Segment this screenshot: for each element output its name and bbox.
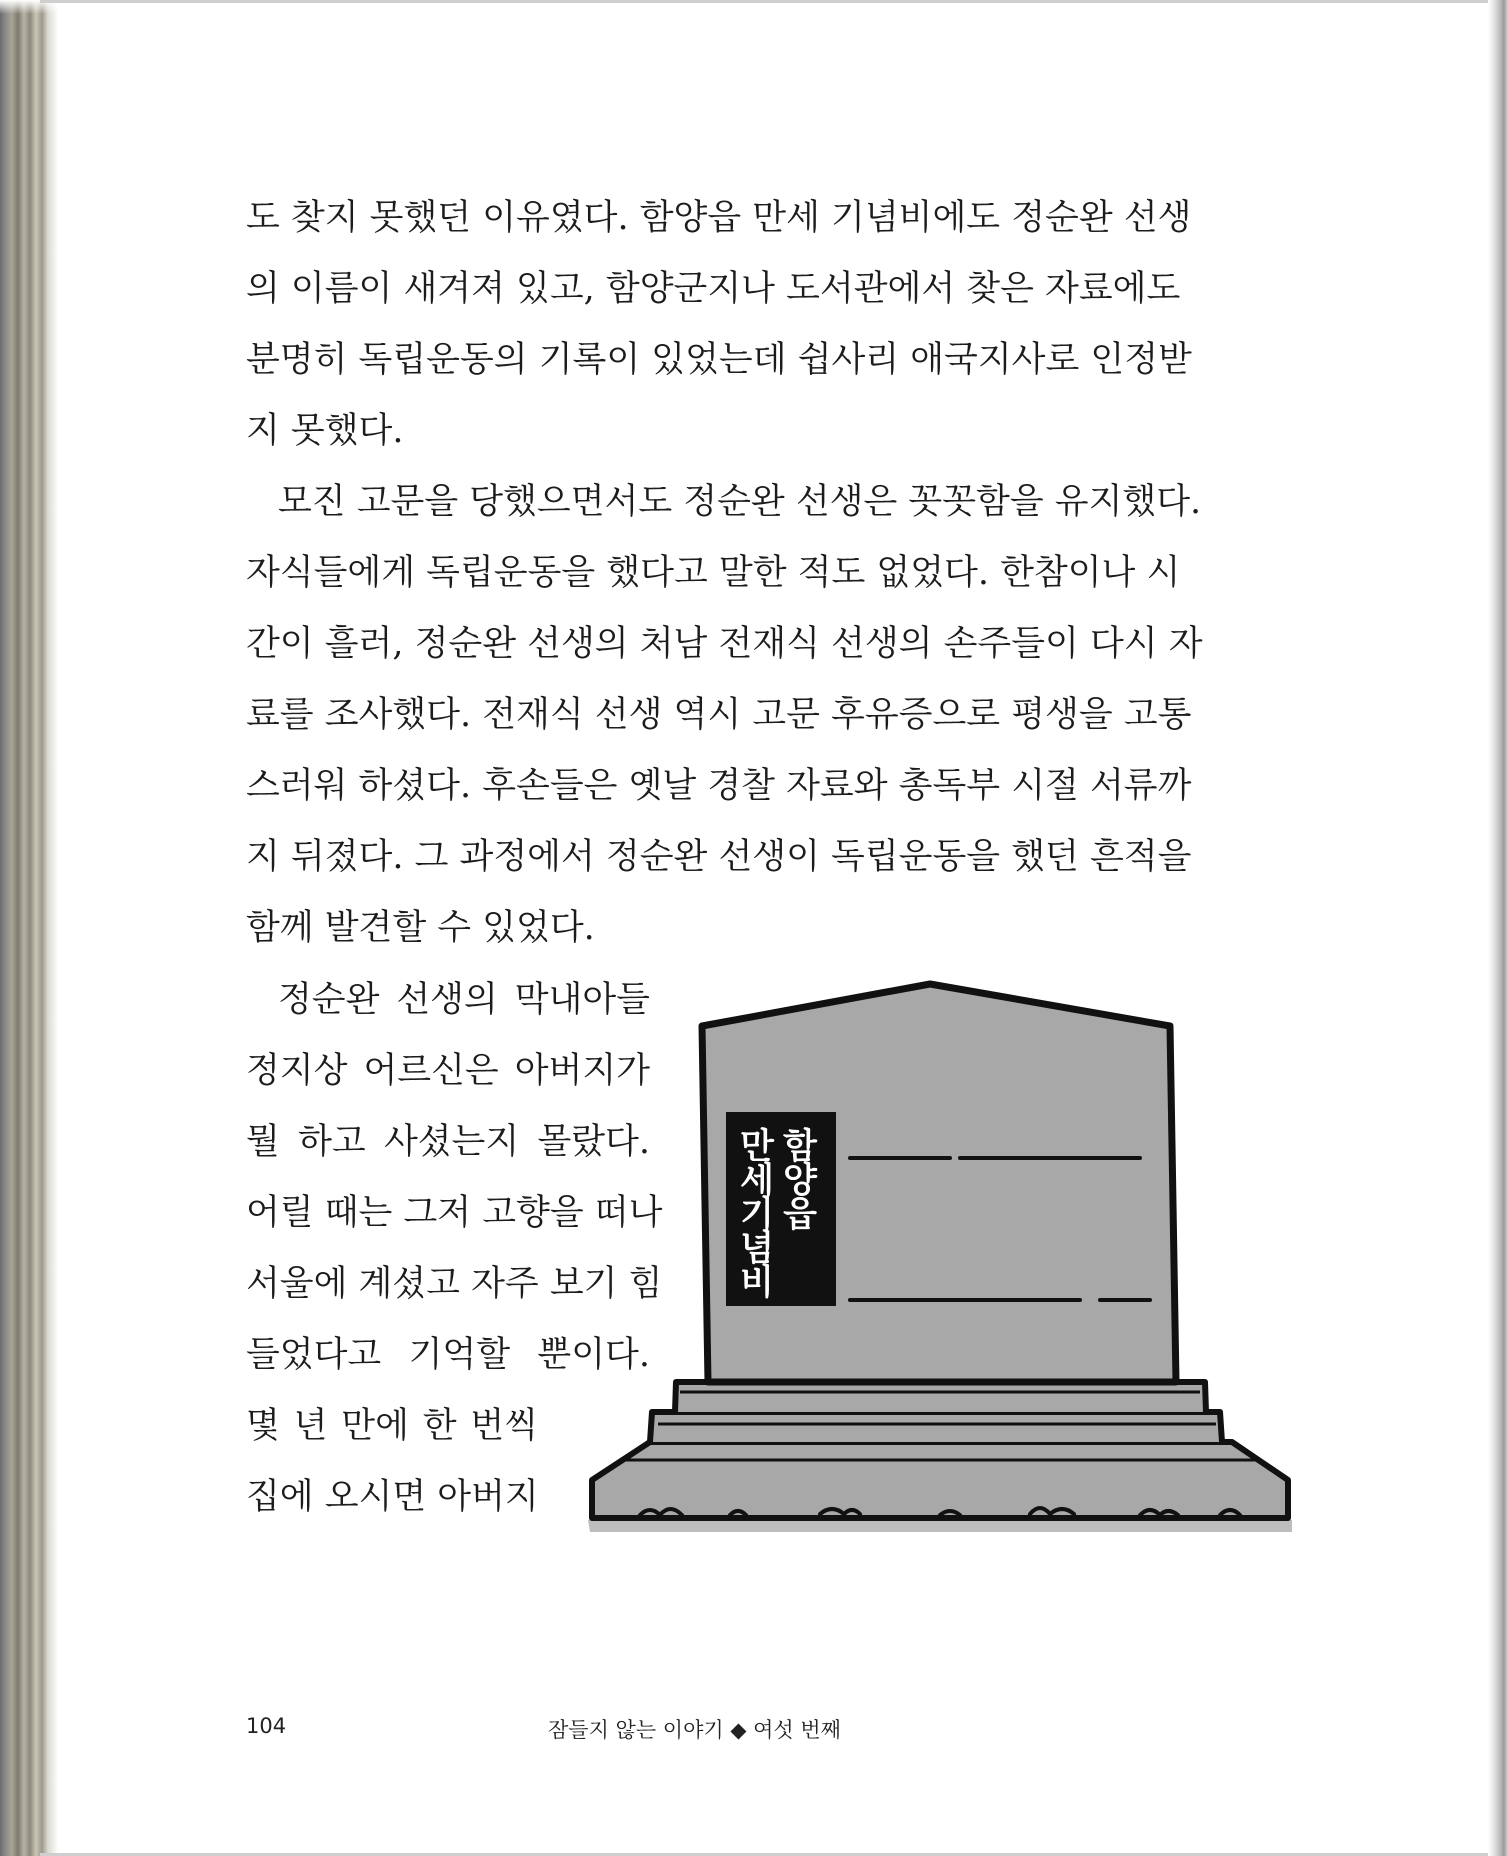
body-text-line: 들었다고 기억할 뿐이다. bbox=[246, 1335, 650, 1375]
body-text-line: 자식들에게 독립운동을 했다고 말한 적도 없었다. 한참이나 시 bbox=[246, 553, 1181, 593]
body-text-line: 모진 고문을 당했으면서도 정순완 선생은 꼿꼿함을 유지했다. bbox=[278, 482, 1202, 522]
book-edge-left bbox=[0, 0, 58, 1856]
body-text-line: 집에 오시면 아버지 bbox=[246, 1477, 539, 1517]
monument-title-char: 세 bbox=[740, 1161, 774, 1201]
monument-title-char: 만 bbox=[740, 1127, 774, 1167]
body-text-line: 서울에 계셨고 자주 보기 힘 bbox=[246, 1264, 663, 1304]
body-text-line: 정순완 선생의 막내아들 bbox=[278, 980, 650, 1020]
monument-illustration bbox=[580, 980, 1300, 1540]
body-text-line: 함께 발견할 수 있었다. bbox=[246, 908, 595, 948]
page-top-edge bbox=[40, 0, 1488, 3]
running-title: 잠들지 않는 이야기 ◆ 여섯 번째 bbox=[548, 1718, 841, 1742]
monument-base bbox=[592, 1442, 1288, 1518]
body-text-line: 몇 년 만에 한 번씩 bbox=[246, 1406, 538, 1446]
body-text-line: 도 찾지 못했던 이유였다. 함양읍 만세 기념비에도 정순완 선생 bbox=[246, 198, 1192, 238]
body-text-line: 지 못했다. bbox=[246, 411, 404, 451]
body-text-line: 분명히 독립운동의 기록이 있었는데 쉽사리 애국지사로 인정받 bbox=[246, 340, 1192, 380]
monument-title-char: 함 bbox=[783, 1127, 817, 1167]
body-text-line: 정지상 어르신은 아버지가 bbox=[246, 1051, 650, 1091]
monument-title-char: 기 bbox=[740, 1195, 774, 1235]
body-text-line: 의 이름이 새겨져 있고, 함양군지나 도서관에서 찾은 자료에도 bbox=[246, 269, 1181, 309]
monument-step bbox=[675, 1382, 1206, 1412]
body-text-line: 스러워 하셨다. 후손들은 옛날 경찰 자료와 총독부 시절 서류까 bbox=[246, 766, 1192, 806]
monument-title-char: 념 bbox=[740, 1229, 774, 1269]
monument-step bbox=[650, 1412, 1222, 1442]
ground-shadow bbox=[588, 1520, 1292, 1532]
monument-title-char: 읍 bbox=[783, 1195, 817, 1235]
monument-title-char: 비 bbox=[740, 1263, 774, 1303]
page-number: 104 bbox=[246, 1714, 287, 1738]
body-text-line: 료를 조사했다. 전재식 선생 역시 고문 후유증으로 평생을 고통 bbox=[246, 695, 1192, 735]
monument-title-char: 양 bbox=[783, 1161, 817, 1201]
body-text-line: 지 뒤졌다. 그 과정에서 정순완 선생이 독립운동을 했던 흔적을 bbox=[246, 837, 1192, 877]
book-edge-right bbox=[1488, 0, 1508, 1856]
body-text-line: 간이 흘러, 정순완 선생의 처남 전재식 선생의 손주들이 다시 자 bbox=[246, 624, 1203, 664]
body-text-line: 뭘 하고 사셨는지 몰랐다. bbox=[246, 1122, 650, 1162]
body-text-line: 어릴 때는 그저 고향을 떠나 bbox=[246, 1193, 663, 1233]
